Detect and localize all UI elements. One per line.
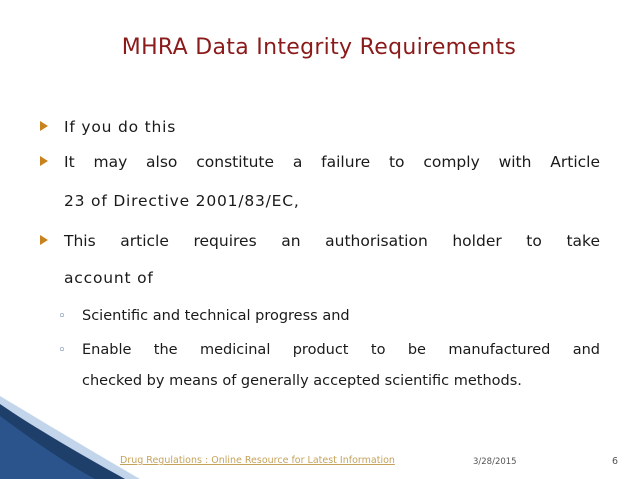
triangle-bullet-icon [40, 121, 48, 131]
sub-bullet-text: checked by means of generally accepted scientific methods. [82, 373, 522, 389]
circle-bullet-icon: ◦ [58, 309, 66, 324]
page-number: 6 [612, 456, 619, 467]
bullet-text: account of [64, 269, 154, 287]
triangle-bullet-icon [40, 235, 48, 245]
bullet-text: It may also constitute a failure to comply with Article [64, 153, 600, 171]
circle-bullet-icon: ◦ [58, 343, 66, 358]
sub-bullet-text: Scientific and technical progress and [82, 308, 350, 324]
triangle-bullet-icon [40, 156, 48, 166]
slide-title: MHRA Data Integrity Requirements [121, 35, 517, 60]
bullet-text: 23 of Directive 2001/83/EC, [64, 192, 300, 210]
footer-link[interactable]: Drug Regulations : Online Resource for Latest Information [120, 455, 395, 466]
sub-bullet-text: Enable the medicinal product to be manufactured and [82, 342, 600, 358]
footer-date: 3/28/2015 [473, 457, 517, 467]
decorative-swoosh-graphic [0, 390, 140, 479]
bullet-text: This article requires an authorisation holder to take [64, 232, 600, 250]
bullet-text: If you do this [64, 118, 177, 136]
